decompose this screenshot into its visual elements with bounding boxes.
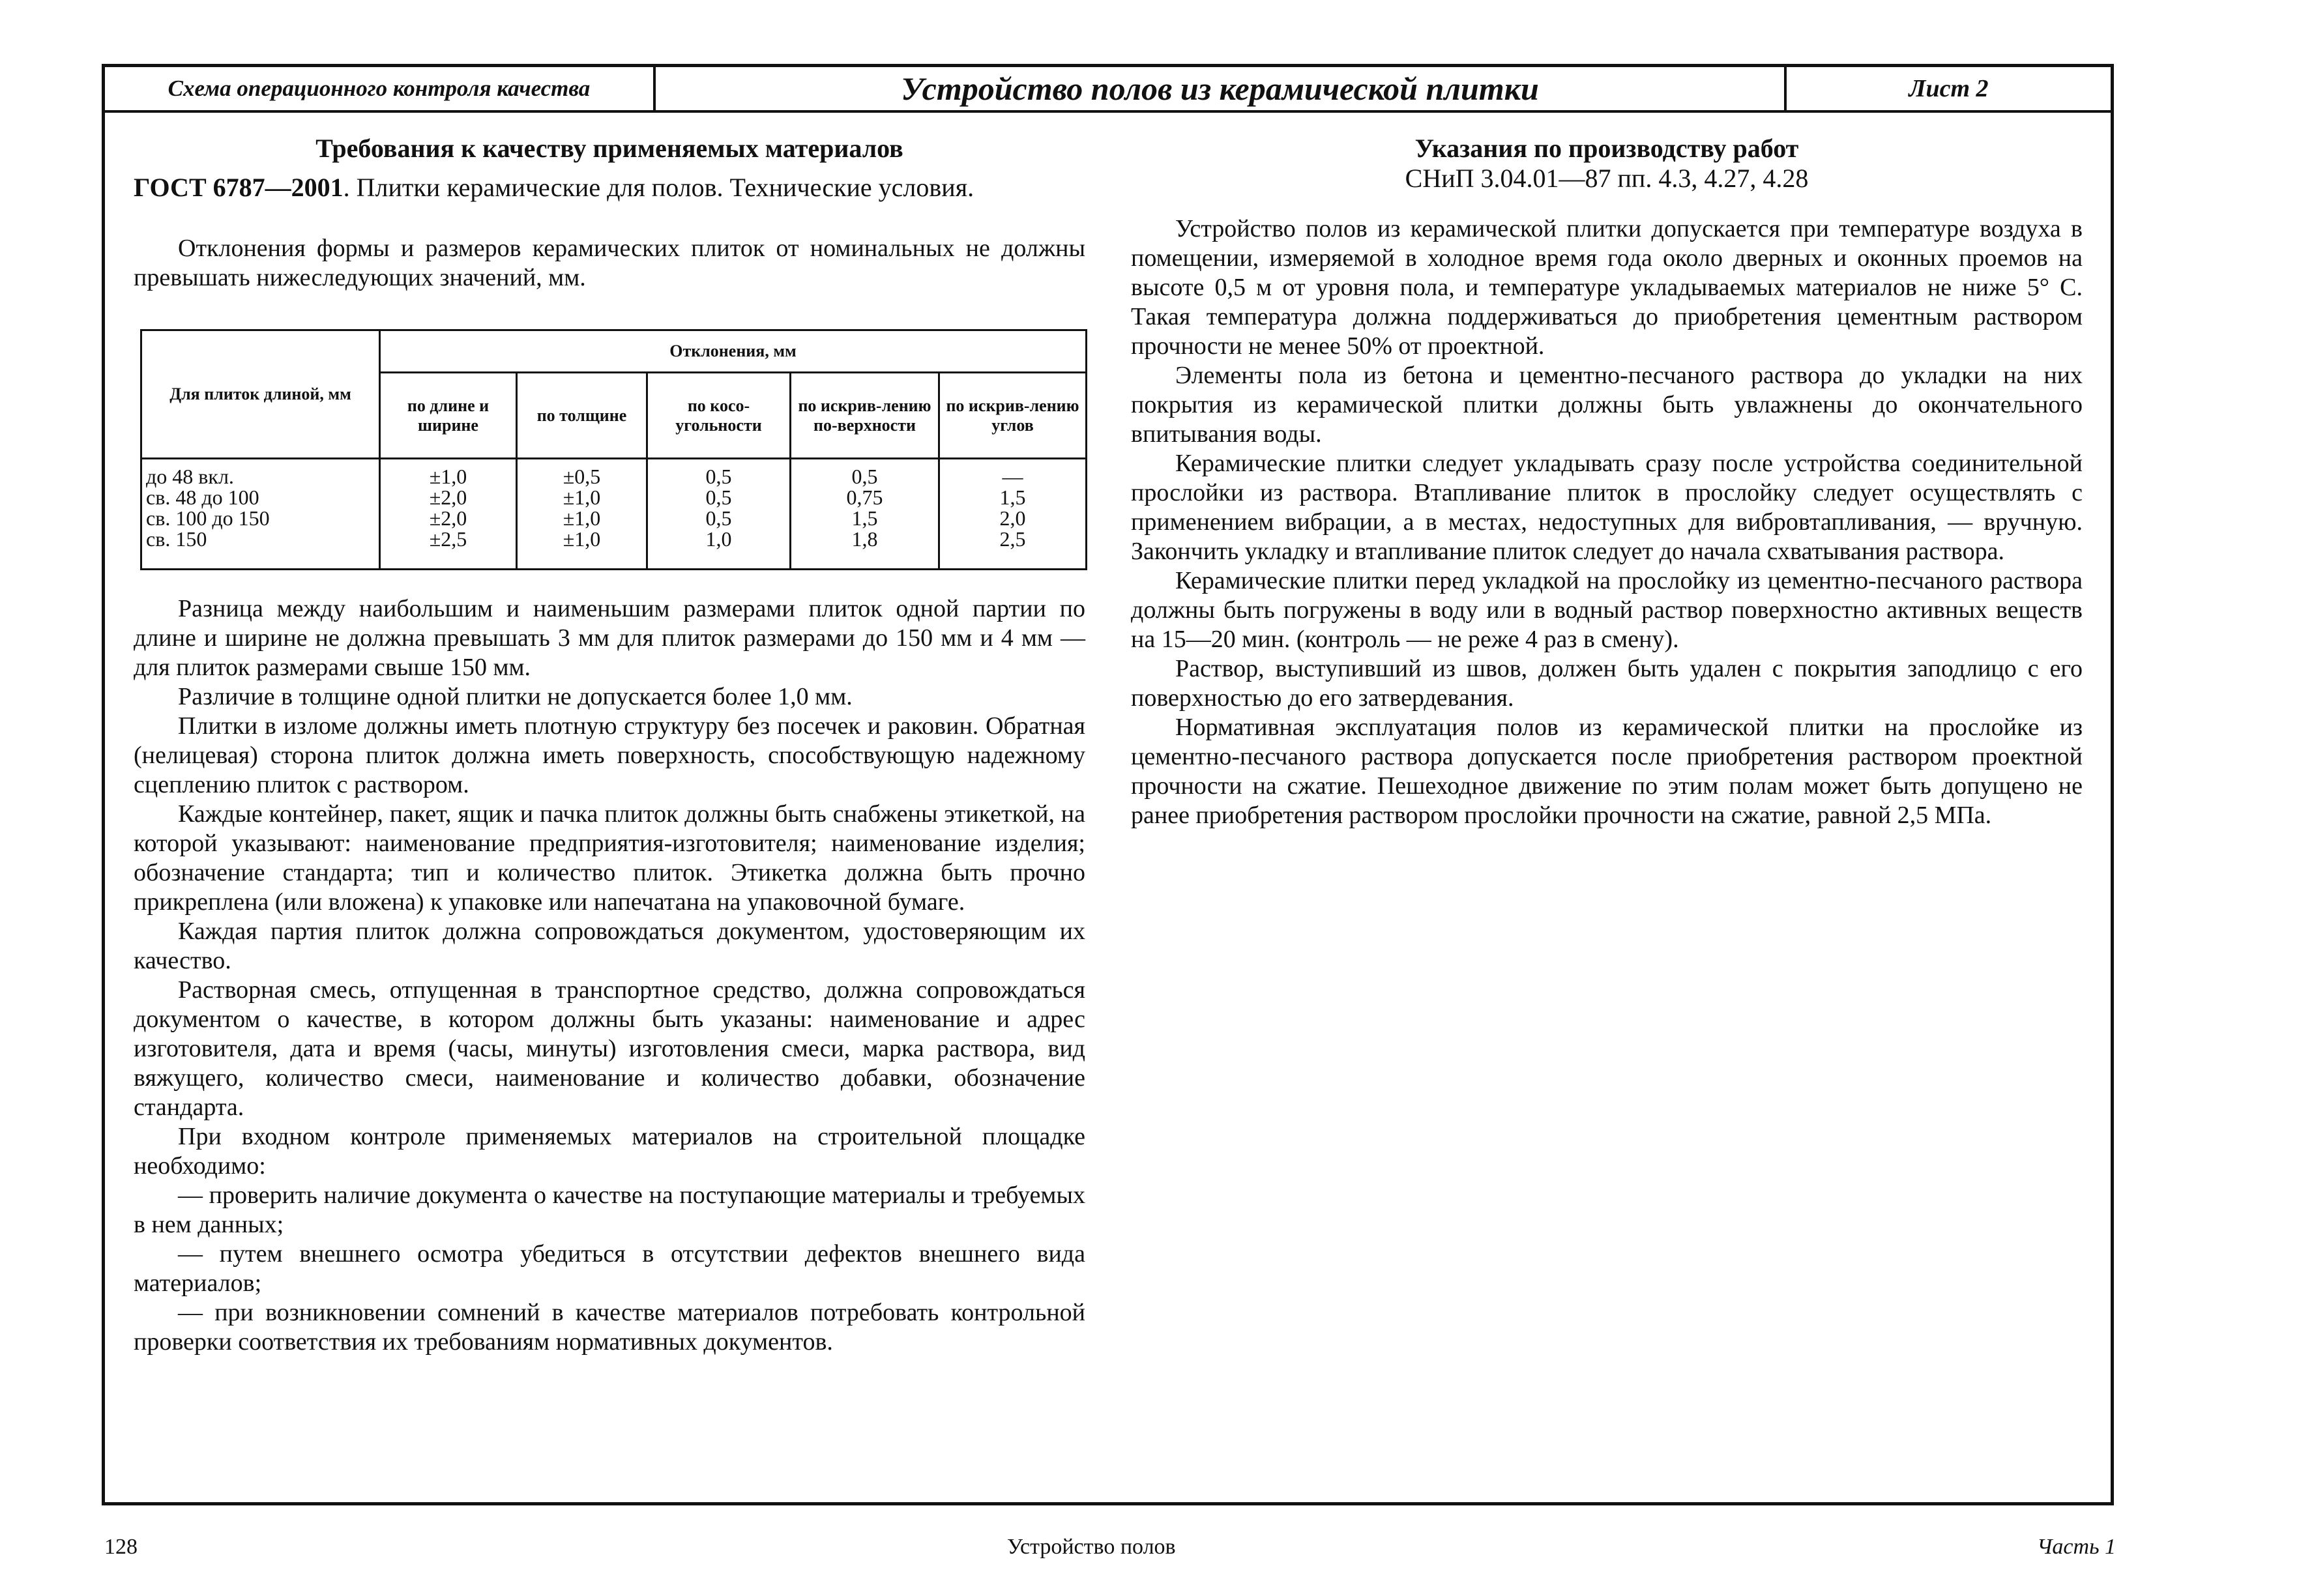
paragraph: Различие в толщине одной плитки не допускается более 1,0 мм. <box>178 683 853 710</box>
paragraph: Каждые контейнер, пакет, ящик и пачка плиток должны быть снабжены этикеткой, на которой указывают: наименование предприятия-изготовителя; наименование изделия; обозначение стандарта; тип и количество плиток. Этикетка должна быть прочно прикреплена (или вложена) к упаковке или напечатана на упаковочной бумаге. <box>134 800 1085 916</box>
list-item: — проверить наличие документа о качестве на поступающие материалы и требуемых в нем данных; <box>134 1182 1085 1238</box>
paragraph: Нормативная эксплуатация полов из керамической плитки на прослойке из цементно-песчаного раствора допускается после приобретения раствором проектной прочности на сжатие. Пешеходное движение по этим полам может быть допущено не ранее приобретения раствором прослойки прочности на сжатие, равной 2,5 МПа. <box>1131 714 2083 829</box>
surface-warp-cell: 0,5 0,75 1,5 1,8 <box>791 459 939 570</box>
sheet-number: Лист 2 <box>1909 75 1989 102</box>
paragraph: Раствор, выступивший из швов, должен быть удален с покрытия заподлицо с его поверхностью до его затвердевания. <box>1131 655 2083 712</box>
header-tile-length: Для плиток длиной, мм <box>141 330 380 459</box>
paragraph: Каждая партия плиток должна сопровождаться документом, удостоверяющим их качество. <box>134 918 1085 974</box>
paragraph: Растворная смесь, отпущенная в транспортное средство, должна сопровождаться документом о качестве, в котором должны быть указаны: наименование и адрес изготовителя, дата и время (часы, минуты) изготовления смеси, марка раствора, вид вяжущего, количество смеси, наименование и количество добавки, обозначение стандарта. <box>134 976 1085 1121</box>
length-width-cell: ±1,0 ±2,0 ±2,0 ±2,5 <box>380 459 517 570</box>
gost-reference <box>134 173 1085 203</box>
part-label: Часть 1 <box>2037 1535 2116 1559</box>
size-cell: до 48 вкл. св. 48 до 100 св. 100 до 150 св. 150 <box>141 459 380 570</box>
header-length-width: по длине и ширине <box>380 373 517 459</box>
paragraph: Разница между наибольшим и наименьшим размерами плиток одной партии по длине и ширине не должна превышать 3 мм для плиток размерами до 150 мм и 4 мм — для плиток размерами свыше 150 мм. <box>134 595 1085 681</box>
materials-section <box>134 134 1085 293</box>
materials-requirements <box>134 594 1085 1357</box>
snip-reference: СНиП 3.04.01—87 пп. 4.3, 4.27, 4.28 <box>1405 164 1809 193</box>
document-title: Устройство полов из керамической плитки <box>656 67 1787 110</box>
gost-code: ГОСТ 6787—2001 <box>134 173 344 202</box>
document-type-label: Схема операционного контроля качества <box>105 67 656 110</box>
tolerance-table <box>140 329 1087 570</box>
paragraph: Устройство полов из керамической плитки допускается при температуре воздуха в помещении, измеряемой в холодное время года около дверных и оконных проемов на высоте 0,5 м от уровня пола, и температуре укладываемых материалов не ниже 5° С. Такая температура должна поддерживаться до приобретения цементным раствором прочности не менее 50% от проектной. <box>1131 215 2083 360</box>
corner-warp-cell: — 1,5 2,0 2,5 <box>939 459 1087 570</box>
paragraph: Керамические плитки перед укладкой на прослойку из цементно-песчаного раствора должны быть погружены в воду или в водный раствор поверхностно активных веществ на 15—20 мин. (контроль — не реже 4 раз в смену). <box>1131 567 2083 653</box>
gost-title: . Плитки керамические для полов. Технические условия. <box>343 173 974 202</box>
header-deviations: Отклонения, мм <box>380 330 1087 373</box>
header-corner-warp: по искрив-лению углов <box>939 373 1087 459</box>
list-item: — путем внешнего осмотра убедиться в отсутствии дефектов внешнего вида материалов; <box>134 1240 1085 1297</box>
work-instructions-heading: Указания по производству работ <box>1414 134 1799 163</box>
work-instructions-section <box>1131 134 2083 830</box>
tolerance-intro: Отклонения формы и размеров керамических плиток от номинальных не должны превышать нижеследующих значений, мм. <box>134 235 1085 291</box>
title-block <box>105 67 2111 113</box>
header-surface-warp: по искрив-лению по-верхности <box>791 373 939 459</box>
header-squareness: по косо-угольности <box>647 373 791 459</box>
list-item: — при возникновении сомнений в качестве материалов потребовать контрольной проверки соответствия их требованиям нормативных документов. <box>134 1299 1085 1356</box>
paragraph: Плитки в изломе должны иметь плотную структуру без посечек и раковин. Обратная (нелицевая) сторона плиток должна иметь поверхность, способствующую надежному сцеплению плиток с раствором. <box>134 712 1085 798</box>
thickness-cell: ±0,5 ±1,0 ±1,0 ±1,0 <box>517 459 647 570</box>
header-thickness: по толщине <box>517 373 647 459</box>
table-body-row <box>141 459 1087 570</box>
page-number: 128 <box>104 1535 138 1559</box>
materials-heading: Требования к качеству применяемых материалов <box>315 134 903 163</box>
squareness-cell: 0,5 0,5 0,5 1,0 <box>647 459 791 570</box>
paragraph: При входном контроле применяемых материалов на строительной площадке необходимо: <box>134 1123 1085 1180</box>
paragraph: Керамические плитки следует укладывать сразу после устройства соединительной прослойки из раствора. Втапливание плиток в прослойку следует осуществлять с применением вибрации, а в местах, недоступных для вибровтапливания, — вручную. Закончить укладку и втапливание плиток следует до начала схватывания раствора. <box>1131 450 2083 565</box>
running-title: Устройство полов <box>1007 1535 1176 1559</box>
paragraph: Элементы пола из бетона и цементно-песчаного раствора до укладки на них покрытия из керамической плитки должны быть увлажнены до окончательного впитывания воды. <box>1131 362 2083 448</box>
